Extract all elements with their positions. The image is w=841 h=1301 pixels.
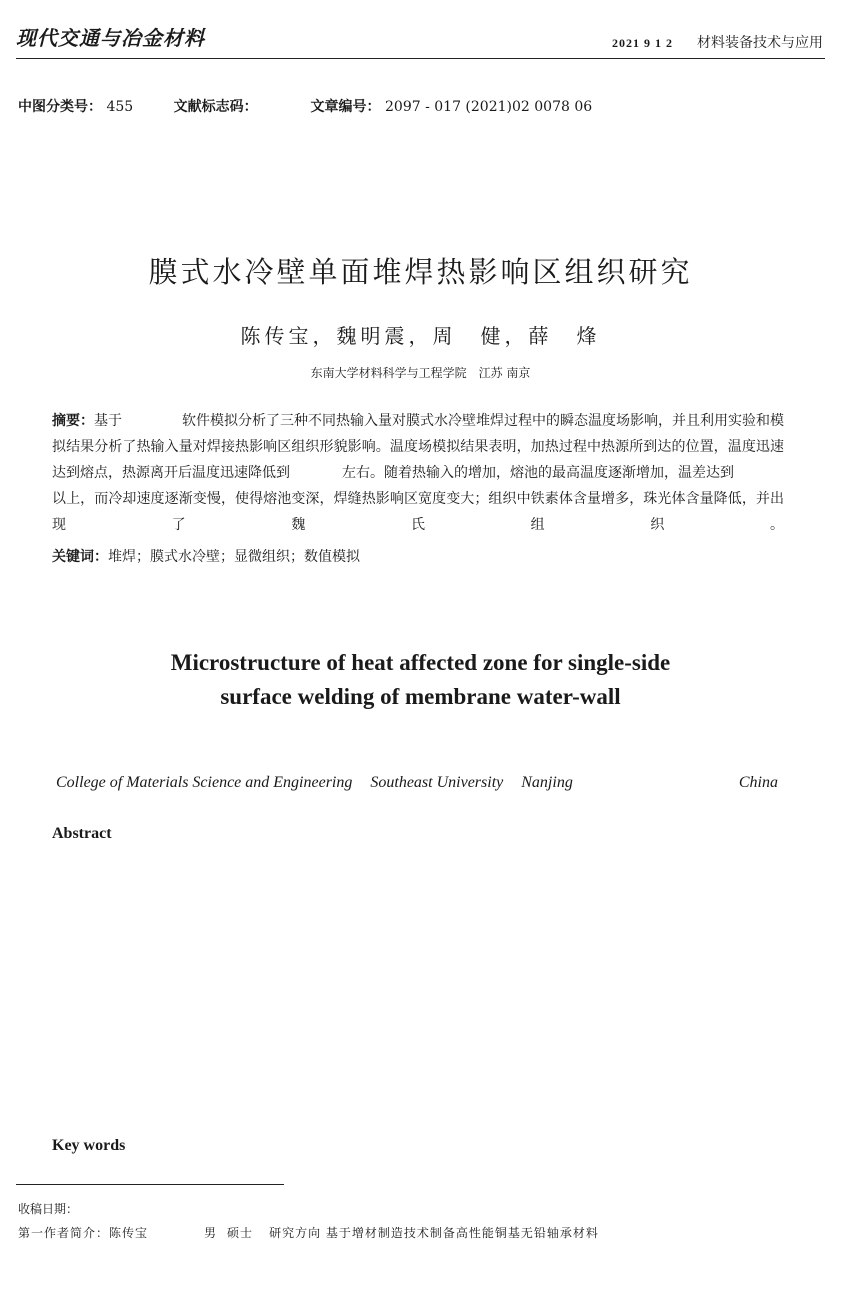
authors-cn: 陈传宝，魏明震，周 健，薛 烽 (240, 324, 601, 348)
footnote-divider (16, 1184, 284, 1185)
title-en-line2: surface welding of membrane water-wall (220, 684, 621, 709)
abstract-text-1: 基于 (94, 413, 122, 429)
running-header (612, 32, 823, 52)
affiliation-en (56, 774, 778, 792)
affiliation-city: Nanjing (521, 774, 573, 791)
affiliation-cn: 东南大学材料科学与工程学院 江苏 南京 (310, 366, 531, 380)
keywords-cn (52, 546, 360, 566)
abstract-label: 摘要： (52, 413, 94, 429)
abstract-en-label: Abstract (52, 825, 112, 842)
affiliation-country: China (738, 774, 778, 791)
abstract-text-3: 左右。随着热输入的增加，熔池的最高温度逐渐增加，温差达到 (342, 465, 734, 481)
received-date: 收稿日期： (18, 1202, 79, 1216)
section-name: 材料装备技术与应用 (697, 35, 823, 51)
doc-code-label: 文献标志码： (173, 99, 258, 115)
bio-degree: 硕士 (227, 1226, 254, 1240)
abstract-cn (52, 408, 784, 538)
header-divider (16, 58, 825, 59)
keywords-en-label: Key words (52, 1137, 126, 1154)
keywords-text: 堆焊；膜式水冷壁；显微组织；数值模拟 (108, 549, 360, 565)
bio-gender: 男 (204, 1226, 218, 1240)
clc-value: 455 (106, 99, 134, 115)
author-bio (18, 1224, 599, 1241)
bio-label: 第一作者简介： (18, 1226, 110, 1240)
affiliation-university: Southeast University (370, 774, 504, 791)
journal-logo: 现代交通与冶金材料 (16, 26, 205, 50)
affiliation-college: College of Materials Science and Engineering (56, 774, 353, 791)
bio-name: 陈传宝 (109, 1226, 149, 1240)
classification-row (18, 96, 592, 116)
title-en (0, 646, 841, 714)
title-cn: 膜式水冷壁单面堆焊热影响区组织研究 (148, 255, 693, 289)
title-en-line1: Microstructure of heat affected zone for single-side (170, 650, 671, 675)
article-no-label: 文章编号： (310, 99, 381, 115)
abstract-text-2: 软件模拟分析了三种不同热输入量对膜式水冷壁堆焊过程中的瞬态温度场影响，并且利用实验和模拟结果分析了热输入量对焊接热影响区组织形貌影响。温度场模拟结果表明，加热过程中热源所到达的位置，温度迅速达到熔点，热源离开后温度迅速降低到 (52, 413, 784, 481)
article-no-value: 2097 - 017 (2021)02 0078 06 (385, 99, 593, 115)
abstract-text-4: 以上，而冷却速度逐渐变慢，使得熔池变深，焊缝热影响区宽度变大；组织中铁素体含量增多，珠光体含量降低，并出现了魏氏组织。 (52, 491, 784, 533)
clc-label: 中图分类号： (18, 99, 102, 115)
issue-info: 2021 9 1 2 (612, 36, 673, 50)
bio-direction: 研究方向 基于增材制造技术制备高性能铜基无铅轴承材料 (269, 1226, 599, 1240)
keywords-label: 关键词： (52, 549, 108, 565)
